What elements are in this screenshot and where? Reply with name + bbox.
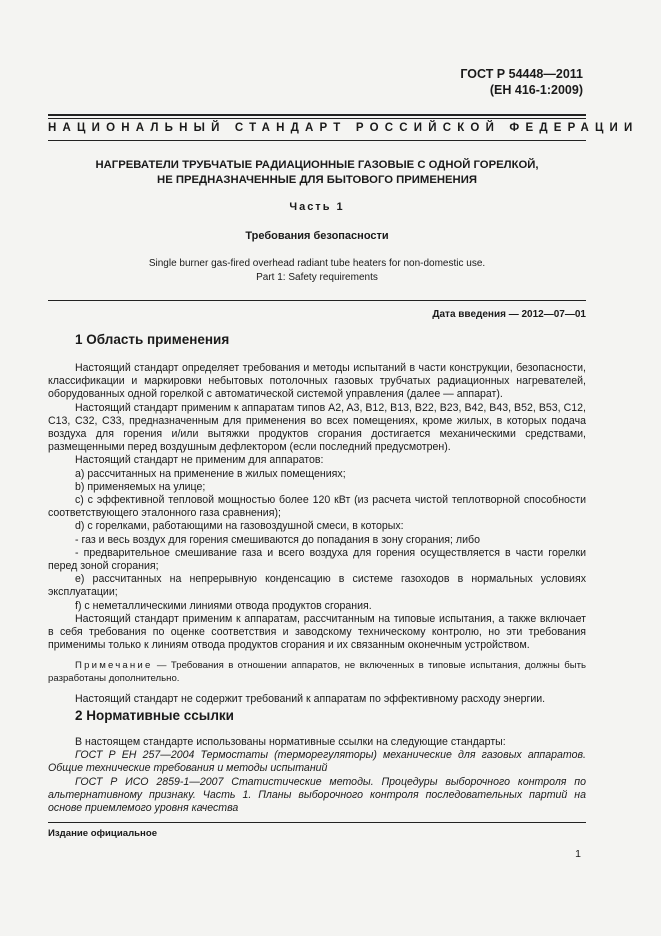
note-label: Примечание: [75, 660, 153, 672]
paragraph: В настоящем стандарте использованы нормативные ссылки на следующие стандарты:: [75, 736, 506, 748]
introduction-date: Дата введения — 2012—07—01: [432, 309, 586, 320]
paragraph: Настоящий стандарт определяет требования и методы испытаний в части конструкции, безопасности, классификации и маркировки небытовых потолочных газовых трубчатых радиационных нагревателей, оборудованных одной горелкой с автоматической системой управления (далее — аппарат).: [48, 362, 586, 401]
standard-header: [460, 66, 583, 98]
section-1-heading: 1 Область применения: [75, 332, 230, 347]
reference-item: ГОСТ Р ЕН 257—2004 Термостаты (терморегуляторы) механические для газовых аппаратов. Общие технические требования и методы испытаний: [48, 749, 586, 775]
reference-item: ГОСТ Р ИСО 2859-1—2007 Статистические методы. Процедуры выборочного контроля по альтернативному признаку. Часть 1. Планы выборочного контроля последовательных партий на основе приемлемого уровня качества: [48, 775, 586, 815]
english-title-line-1: Single burner gas-fired overhead radiant tube heaters for non-domestic use.: [148, 258, 486, 269]
page-number: 1: [575, 848, 581, 860]
date-rule: [48, 300, 586, 301]
note-text: — Требования в отношении аппаратов, не включенных в типовые испытания, должны быть разработаны дополнительно.: [48, 660, 586, 684]
section-1-body: [48, 362, 586, 707]
list-subitem: - предварительное смешивание газа и всего воздуха для горения осуществляется в части горелки перед зоной сгорания;: [48, 546, 586, 573]
english-title: [48, 257, 586, 285]
english-title-line-2: Part 1: Safety requirements: [256, 272, 378, 283]
list-item: b) применяемых на улице;: [75, 480, 206, 493]
en-standard-number: (ЕН 416-1:2009): [489, 83, 583, 97]
note: [48, 660, 586, 685]
top-rule: [48, 114, 586, 119]
list-item: e) рассчитанных на непрерывную конденсацию в системе газоходов в нормальных условиях эксплуатации;: [48, 573, 586, 599]
list-item: a) рассчитанных на применение в жилых помещениях;: [75, 467, 346, 480]
paragraph: Настоящий стандарт не содержит требований к аппаратам по эффективному расходу энергии.: [75, 693, 546, 706]
title-line-2: НЕ ПРЕДНАЗНАЧЕННЫЕ ДЛЯ БЫТОВОГО ПРИМЕНЕНИЯ: [157, 173, 477, 186]
section-2-body: [48, 736, 586, 815]
list-item: c) с эффективной тепловой мощностью более 120 кВт (из расчета чистой теплотворной способности соответствующего эталонного газа сравнения);: [48, 494, 586, 520]
paragraph: Настоящий стандарт не применим для аппаратов:: [75, 454, 324, 467]
edition-label: Издание официальное: [48, 828, 158, 839]
standard-number: ГОСТ Р 54448—2011: [460, 67, 583, 81]
list-item: f) с неметаллическими линиями отвода продуктов сгорания.: [75, 599, 372, 612]
part-label: Часть 1: [289, 201, 345, 213]
list-item: d) с горелками, работающими на газовоздушной смеси, в которых:: [75, 520, 404, 533]
national-standard-banner: НАЦИОНАЛЬНЫЙ СТАНДАРТ РОССИЙСКОЙ ФЕДЕРАЦИИ: [48, 122, 639, 134]
section-2-heading: 2 Нормативные ссылки: [75, 708, 234, 723]
paragraph: Настоящий стандарт применим к аппаратам, рассчитанным на типовые испытания, а также включает в себя требования по оценке соответствия и заводскому техническому контролю, но эти требования применимы только к линиям отвода продуктов сгорания и их связанным оконечным устройством.: [48, 612, 586, 652]
footer-rule: [48, 822, 586, 823]
paragraph: Настоящий стандарт применим к аппаратам типов A2, A3, B12, B13, B22, B23, B42, B43, B52, B53, C12, C13, C32, C33, предназначенным для применения во всех помещениях, кроме жилых, в которых подача воздуха для горения и/или вытяжки продуктов сгорания достигается механическими средствами, размещенными перед воздушным дефлектором (если последний предусмотрен).: [48, 401, 586, 454]
banner-rule: [48, 140, 586, 141]
title-line-1: НАГРЕВАТЕЛИ ТРУБЧАТЫЕ РАДИАЦИОННЫЕ ГАЗОВЫЕ С ОДНОЙ ГОРЕЛКОЙ,: [95, 159, 539, 171]
list-subitem: - газ и весь воздух для горения смешиваются до попадания в зону сгорания; либо: [75, 533, 480, 546]
document-subtitle: Требования безопасности: [245, 230, 389, 242]
document-title: [48, 158, 586, 187]
